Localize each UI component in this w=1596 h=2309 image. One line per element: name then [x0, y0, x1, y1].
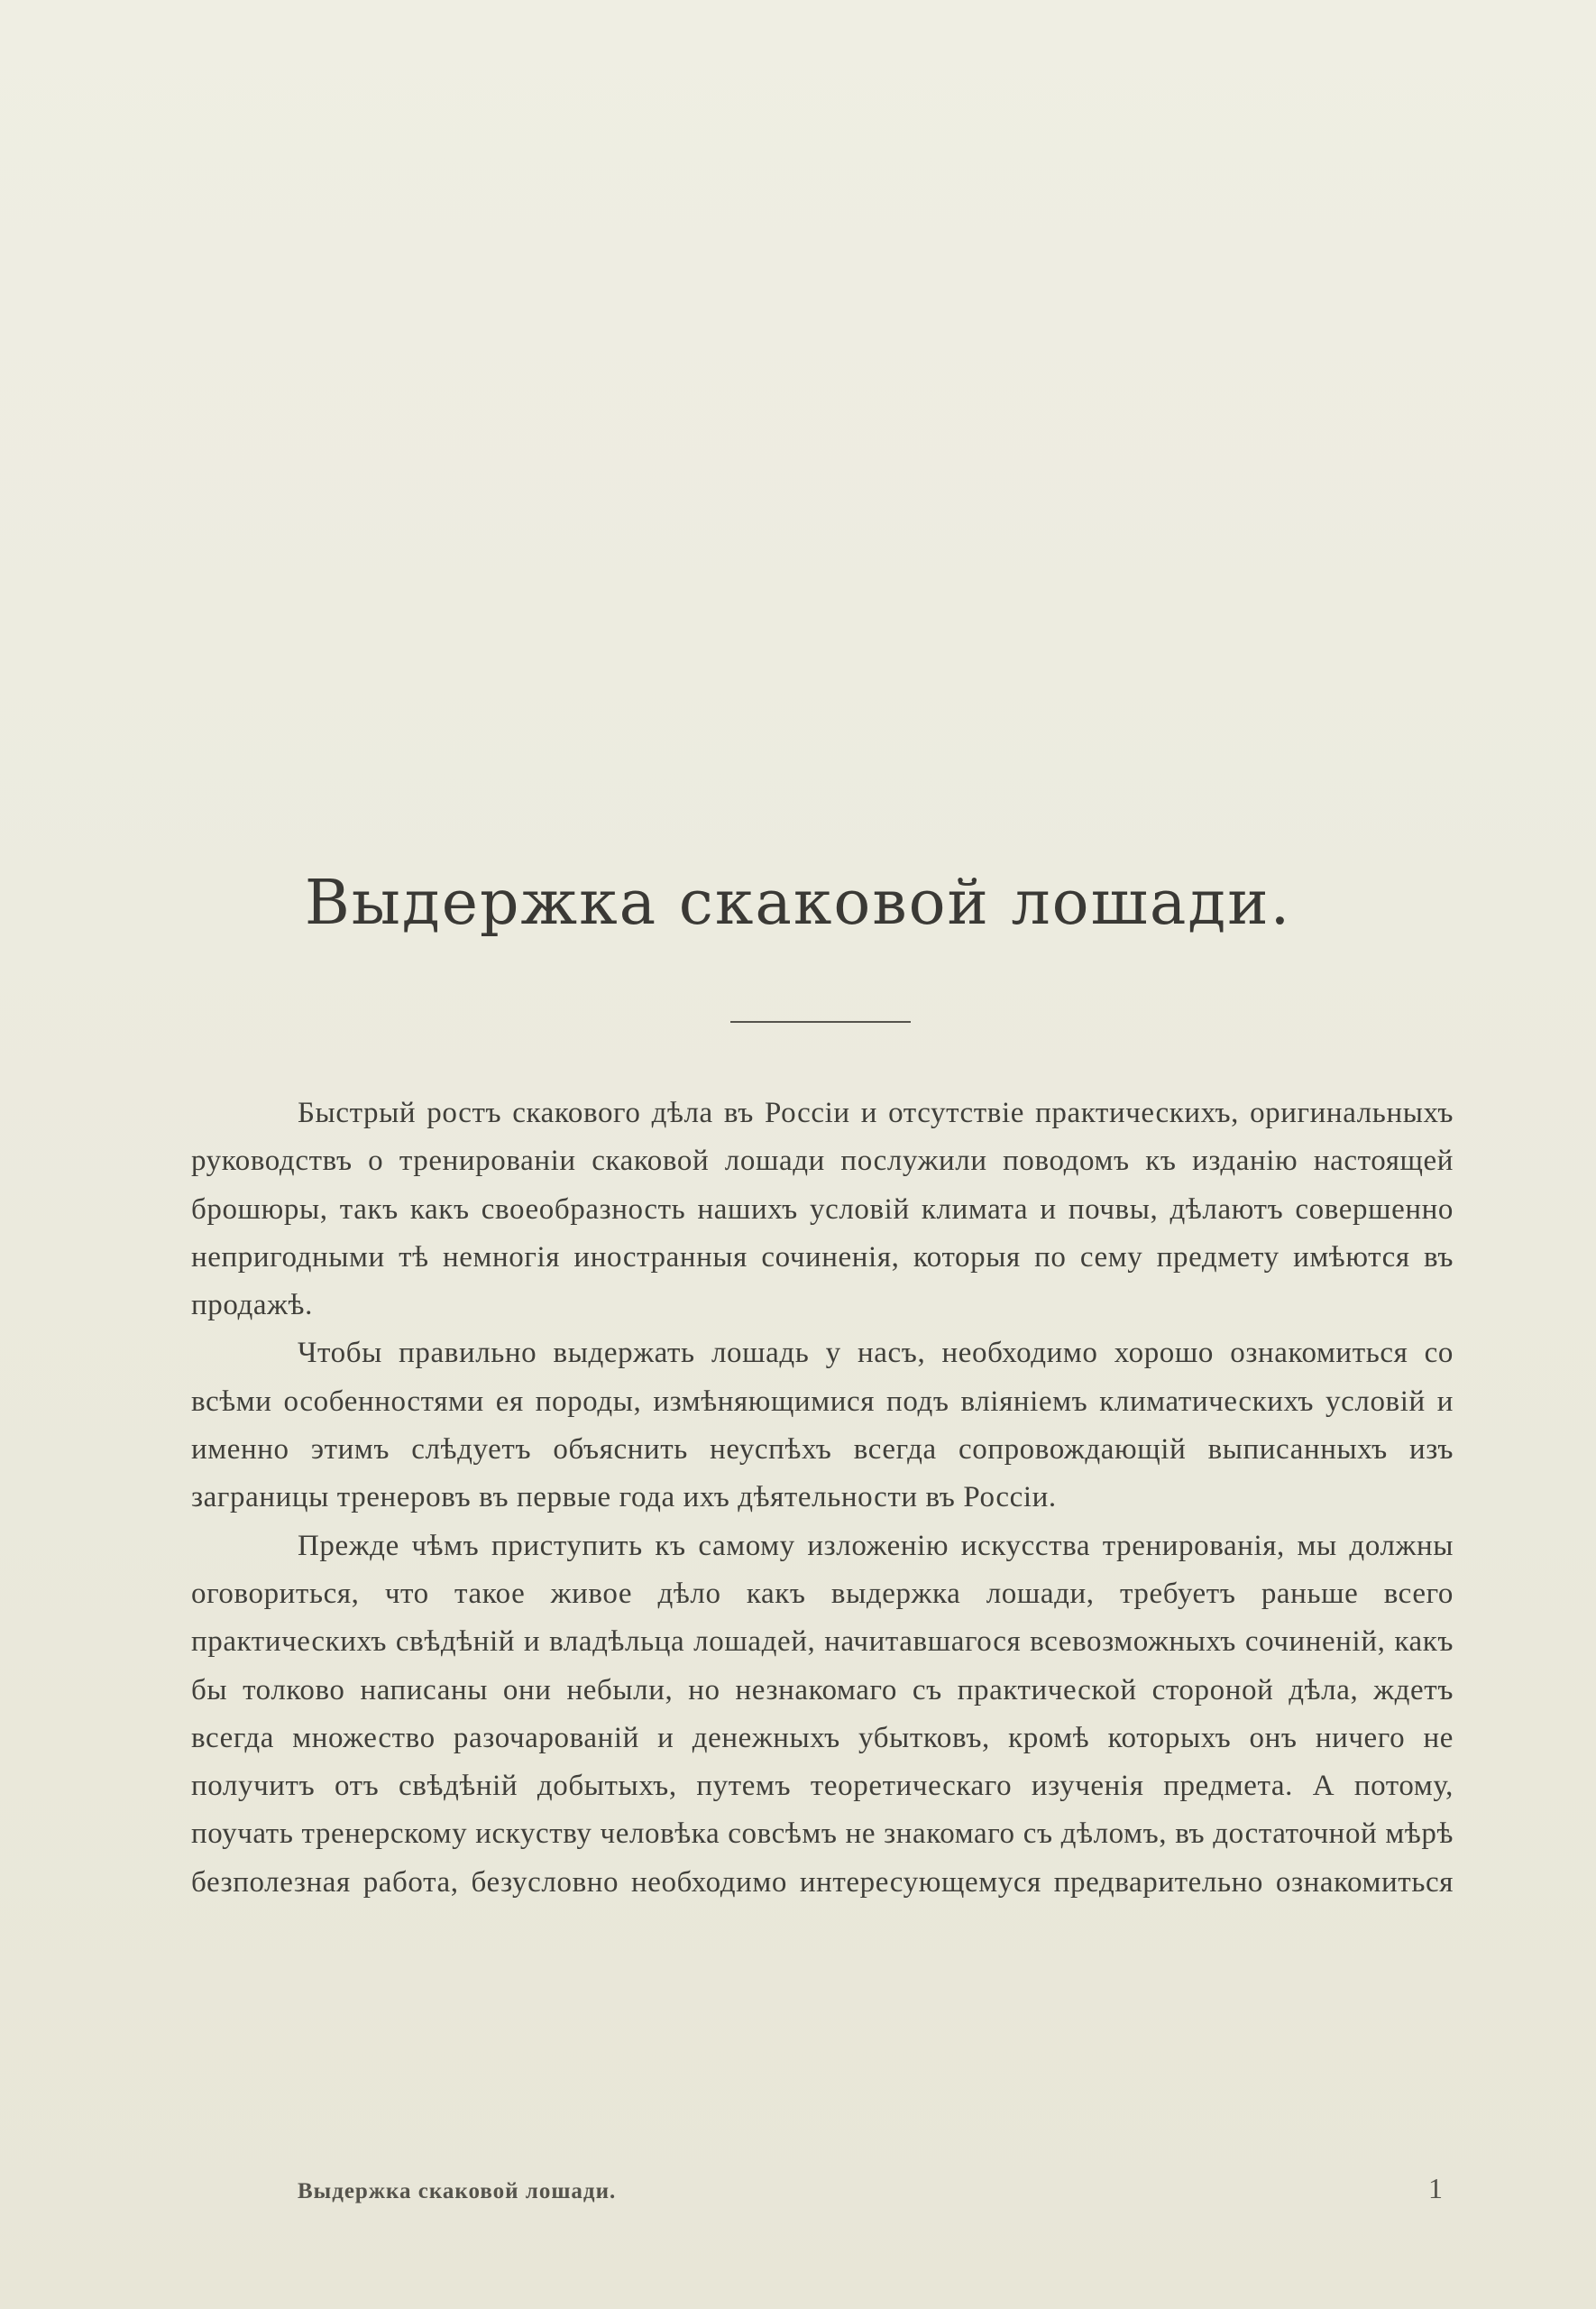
show-through-text: [198, 162, 1452, 631]
chapter-title: Выдержка скаковой лошади.: [304, 868, 1292, 939]
paragraph: Чтобы правильно выдержать лошадь у насъ, необходимо хорошо ознакомиться со всѣми особенностями ея породы, измѣняющимися подъ вліяніемъ климатическихъ условій и именно этимъ слѣдуетъ объяснить неуспѣхъ всегда сопровождающій выписанныхъ изъ заграницы тренеровъ въ первые года ихъ дѣятельности въ Россіи.: [191, 1337, 1454, 1514]
paragraph: Прежде чѣмъ приступить къ самому изложенію искусства тренированія, мы должны оговориться, что такое живое дѣло какъ выдержка лошади, требуетъ раньше всего практическихъ свѣдѣній и владѣльца лошадей, начитавшагося всевозможныхъ сочиненій, какъ бы толково написаны они небыли, но незнакомаго съ практической стороной дѣла, ждетъ всегда множество разочарованій и денежныхъ убытковъ, кромѣ которыхъ онъ ничего не получитъ отъ свѣдѣній добытыхъ, путемъ теоретическаго изученія предмета. А потому, поучать тренерскому искуству человѣка совсѣмъ не знакомаго съ дѣломъ, въ достаточной мѣрѣ безполезная работа, безусловно необходимо интересующемуся предварительно ознакомиться: [191, 1529, 1454, 1899]
title-divider: [730, 1021, 911, 1023]
page-number: 1: [1428, 2172, 1443, 2204]
body-text: [191, 1090, 1454, 1907]
running-title: Выдержка скаковой лошади.: [298, 2179, 617, 2203]
paragraph: Быстрый ростъ скакового дѣла въ Россіи и отсутствіе практическихъ, оригинальныхъ руководствъ о тренированіи скаковой лошади послужили поводомъ къ изданію настоящей брошюры, такъ какъ своеобразность нашихъ условій климата и почвы, дѣлаютъ совершенно непригодными тѣ немногія иностранныя сочиненія, которыя по сему предмету имѣются въ продажѣ.: [191, 1097, 1454, 1322]
page-footer: [298, 2172, 1443, 2217]
